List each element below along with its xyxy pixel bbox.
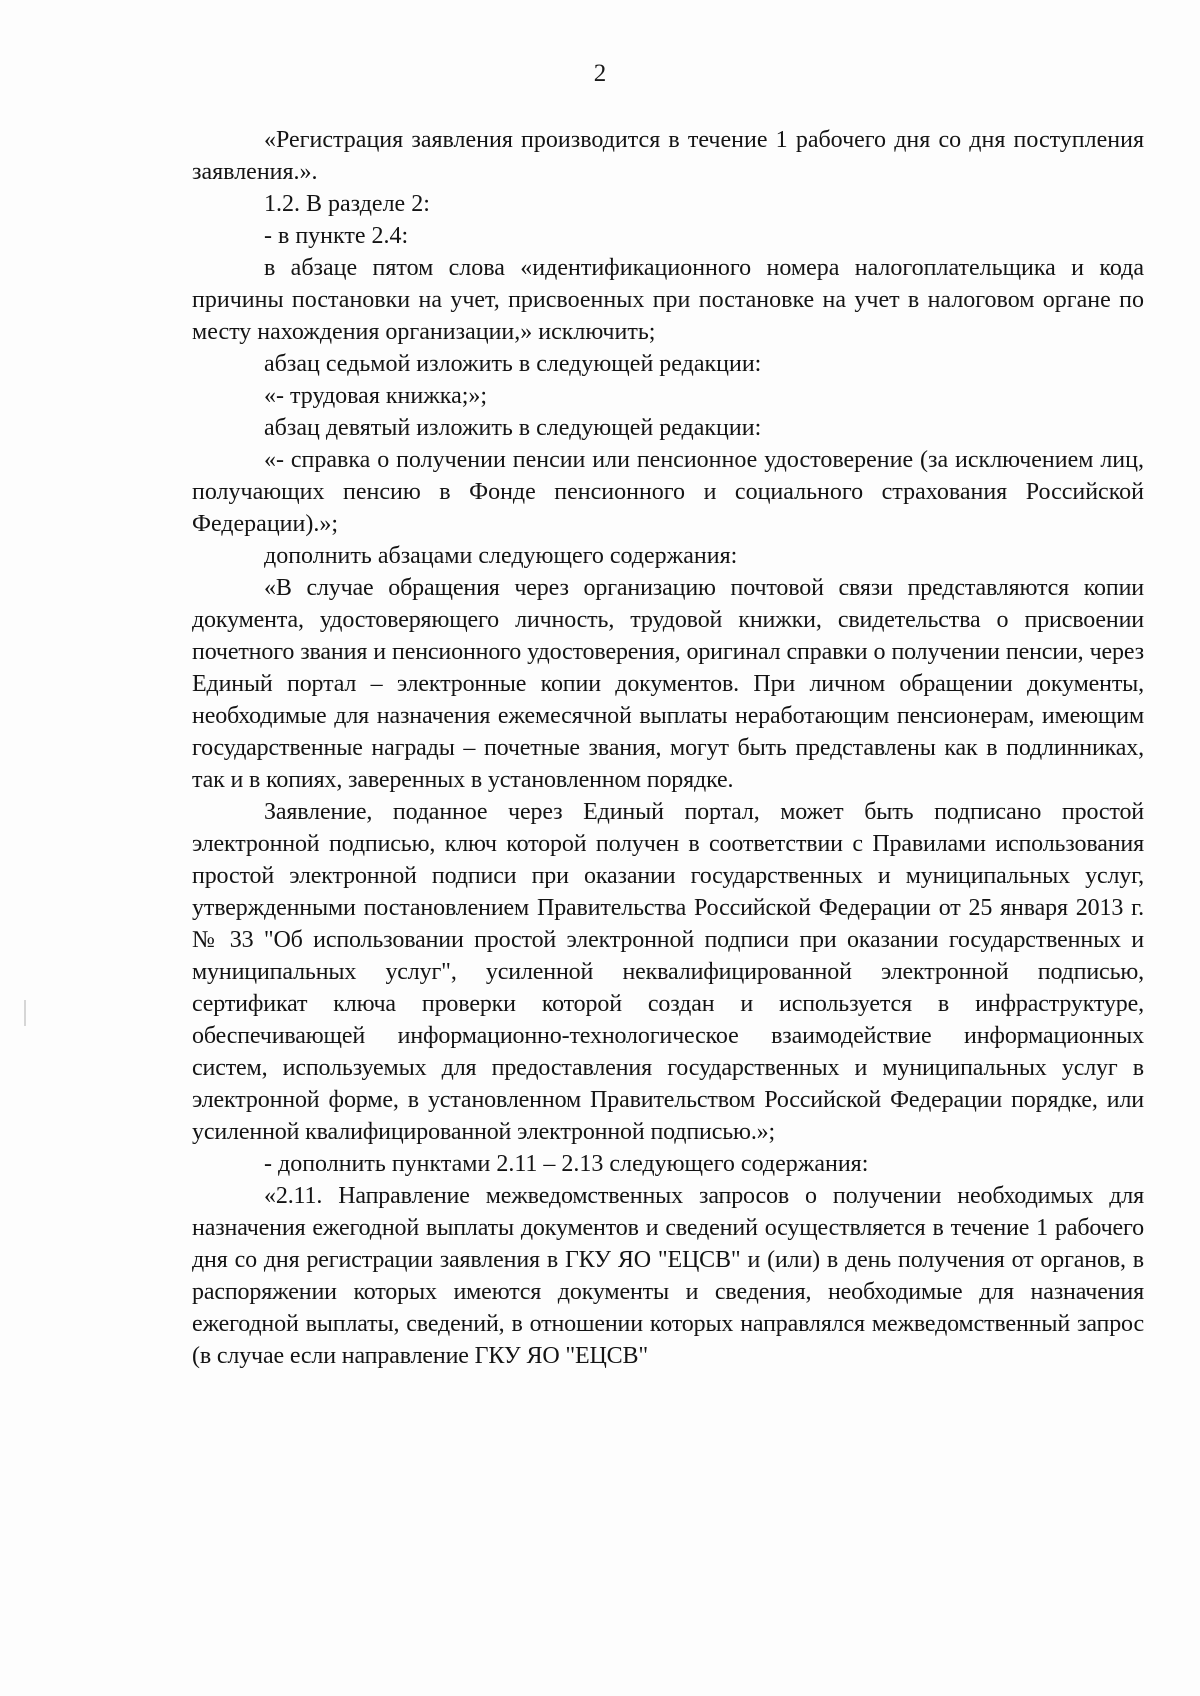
paragraph-section-heading: 1.2. В разделе 2: bbox=[264, 191, 430, 217]
scan-artifact-mark bbox=[24, 1000, 26, 1026]
document-body bbox=[192, 124, 1144, 1372]
paragraph-amendment-ninth-intro: абзац девятый изложить в следующей редакции: bbox=[264, 415, 762, 441]
paragraph-amendment-ninth-text: «- справка о получении пенсии или пенсионное удостоверение (за исключением лиц, получающих пенсию в Фонде пенсионного и социального страхования Российской Федерации).»; bbox=[192, 447, 1144, 537]
paragraph-items-addition-intro: - дополнить пунктами 2.11 – 2.13 следующего содержания: bbox=[264, 1151, 869, 1177]
paragraph-item-2-11: «2.11. Направление межведомственных запросов о получении необходимых для назначения ежегодной выплаты документов и сведений осуществляется в течение 1 рабочего дня со дня регистрации заявления в ГКУ ЯО "ЕЦСВ" и (или) в день получения от органов, в распоряжении которых имеются документы и сведения, необходимые для назначения ежегодной выплаты, сведений, в отношении которых направлялся межведомственный запрос (в случае если направление ГКУ ЯО "ЕЦСВ" bbox=[192, 1183, 1144, 1369]
paragraph-addition-intro: дополнить абзацами следующего содержания: bbox=[264, 543, 738, 569]
paragraph-electronic-signature: Заявление, поданное через Единый портал, может быть подписано простой электронной подписью, ключ которой получен в соответствии с Правилами использования простой электронной подписи при оказании государственных и муниципальных услуг, утвержденными постановлением Правительства Российской Федерации от 25 января 2013 г. № 33 "Об использовании простой электронной подписи при оказании государственных и муниципальных услуг", усиленной неквалифицированной электронной подписью, сертификат ключа проверки которой создан и используется в инфраструктуре, обеспечивающей информационно-технологическое взаимодействие информационных систем, используемых для предоставления государственных и муниципальных услуг в электронной форме, в установленном Правительством Российской Федерации порядке, или усиленной квалифицированной электронной подписью.»; bbox=[192, 799, 1144, 1145]
paragraph-amendment-fifth: в абзаце пятом слова «идентификационного номера налогоплательщика и кода причины постановки на учет, присвоенных при постановке на учет в налоговом органе по месту нахождения организации,» исключить; bbox=[192, 255, 1144, 345]
paragraph-item-heading: - в пункте 2.4: bbox=[264, 223, 409, 249]
paragraph-amendment-seventh-text: «- трудовая книжка;»; bbox=[264, 383, 488, 409]
page-number: 2 bbox=[593, 60, 607, 87]
paragraph-registration-term: «Регистрация заявления производится в течение 1 рабочего дня со дня поступления заявления.». bbox=[192, 127, 1144, 185]
paragraph-amendment-seventh-intro: абзац седьмой изложить в следующей редакции: bbox=[264, 351, 762, 377]
paragraph-postal-documents: «В случае обращения через организацию почтовой связи представляются копии документа, удостоверяющего личность, трудовой книжки, свидетельства о присвоении почетного звания и пенсионного удостоверения, оригинал справки о получении пенсии, через Единый портал – электронные копии документов. При личном обращении документы, необходимые для назначения ежемесячной выплаты неработающим пенсионерам, имеющим государственные награды – почетные звания, могут быть представлены как в подлинниках, так и в копиях, заверенных в установленном порядке. bbox=[192, 575, 1144, 793]
